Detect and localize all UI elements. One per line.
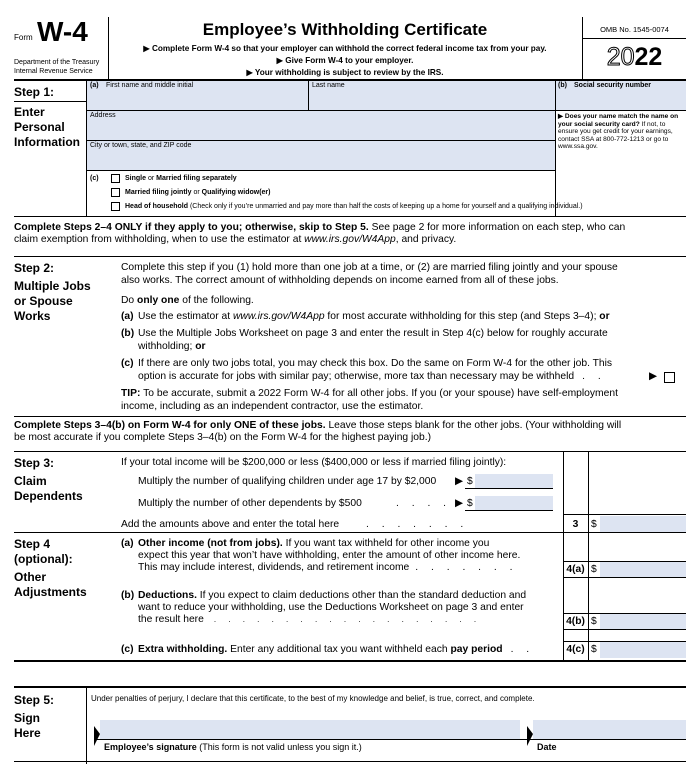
head-of-household-checkbox[interactable] xyxy=(111,202,120,211)
deductions-field[interactable] xyxy=(600,614,686,629)
step4-b-tag: (b) xyxy=(121,590,135,601)
step2-sub-1: Multiple Jobs xyxy=(14,279,91,293)
address-field[interactable] xyxy=(87,111,555,140)
extra-withholding-field[interactable] xyxy=(600,642,686,658)
step3-children-label: Multiply the number of qualifying children under age 17 by $2,000 xyxy=(138,476,437,487)
step1-b-tag: (b) xyxy=(558,82,567,89)
ssn-note: ▶ Does your name match the name on your social security card? If not, to ensure you get credit for your earnings, contact SSA at 800-772-1213 or go to www.ssa.gov. xyxy=(558,113,679,151)
step2-c-tag: (c) xyxy=(121,358,134,369)
step2-c-text-1: If there are only two jobs total, you may check this box. Do the same on Form W-4 for the other job. This xyxy=(138,358,613,369)
step4-title: Step 4 xyxy=(14,537,51,551)
step1-a-tag: (a) xyxy=(90,82,99,89)
step4-b-text: Deductions. If you expect to claim deductions other than the standard deduction and want to reduce your withholding, use the Deductions Worksheet on page 3 and enter the result here . . . . . . . . . . . . . . . . . . . xyxy=(138,590,527,625)
date-field[interactable] xyxy=(533,720,686,739)
form-number: W-4 xyxy=(37,16,88,47)
step2-a-text: Use the estimator at www.irs.gov/W4App for most accurate withholding for this step (and Steps 3–4); or xyxy=(138,311,610,322)
line-4b-number: 4(b) xyxy=(566,616,585,627)
step2-c-text-2: option is accurate for jobs with similar pay; otherwise, more tax than necessary may be withheld . . xyxy=(138,371,606,382)
signature-field[interactable] xyxy=(100,720,520,739)
form-label: Form xyxy=(14,33,33,42)
header-line-2: ▶ Give Form W-4 to your employer. xyxy=(276,56,414,65)
step3-other-arrow: ▶ xyxy=(455,498,463,509)
other-income-field[interactable] xyxy=(600,562,686,577)
ssn-label: Social security number xyxy=(574,82,652,89)
city-label: City or town, state, and ZIP code xyxy=(90,142,192,149)
step2-intro-1: Complete this step if you (1) hold more than one job at a time, or (2) are married filing jointly and your spouse xyxy=(121,262,618,273)
step2-do-one: Do only one of the following. xyxy=(121,295,254,306)
step1-sub-2: Personal xyxy=(14,120,65,134)
complete-steps-note: Complete Steps 2–4 ONLY if they apply to you; otherwise, skip to Step 5. See page 2 for more information on each step, who can claim exemption from withholding, when to use the estimator at www.irs.gov/W4App, and privacy. xyxy=(14,222,626,245)
step5-sub-2: Here xyxy=(14,726,41,740)
address-label: Address xyxy=(90,112,116,119)
step3-other-dots: . . . . xyxy=(396,498,452,509)
step1-title: Step 1: xyxy=(14,85,55,99)
step4-c-text: Extra withholding. Enter any additional tax you want withheld each pay period . . xyxy=(138,644,535,655)
date-label: Date xyxy=(537,742,557,752)
step3-total-label: Add the amounts above and enter the total here xyxy=(121,519,340,530)
step2-tip-2: income, including as an independent contractor, use the estimator. xyxy=(121,401,424,412)
step4-sub-2: Adjustments xyxy=(14,585,87,599)
step4-sub-0: (optional): xyxy=(14,552,73,566)
line-4a-dollar: $ xyxy=(591,564,597,575)
single-checkbox[interactable] xyxy=(111,174,120,183)
step1-sub-1: Enter xyxy=(14,105,45,119)
first-name-label: First name and middle initial xyxy=(106,82,194,89)
header-line-1: ▶ Complete Form W-4 so that your employer can withhold the correct federal income tax from your pay. xyxy=(143,44,547,53)
step3-children-arrow: ▶ xyxy=(455,476,463,487)
step5-title: Step 5: xyxy=(14,693,55,707)
married-jointly-label: Married filing jointly or Qualifying widow(er) xyxy=(125,189,271,196)
line-4c-dollar: $ xyxy=(591,644,597,655)
omb-number: OMB No. 1545-0074 xyxy=(600,25,669,34)
complete-one-job-note: Complete Steps 3–4(b) on Form W-4 for only ONE of these jobs. Leave those steps blank for the other jobs. (Your withholding will be most accurate if you complete Steps 3–4(b) on the Form W-4 for the highest paying job.) xyxy=(14,420,622,443)
step2-title: Step 2: xyxy=(14,261,55,275)
step2-b-text-1: Use the Multiple Jobs Worksheet on page 3 and enter the result in Step 4(c) below for roughly accurate xyxy=(138,328,608,339)
last-name-field[interactable] xyxy=(309,81,555,110)
tax-year: 2022 xyxy=(606,43,663,71)
step2-b-text-2: withholding; or xyxy=(138,341,206,352)
step3-other-dollar: $ xyxy=(467,498,473,509)
signature-marker-icon xyxy=(94,726,102,746)
form-title: Employee’s Withholding Certificate xyxy=(202,20,488,39)
step2-c-arrow: ▶ xyxy=(649,371,657,382)
line-3-dollar: $ xyxy=(591,519,597,530)
step3-sub-1: Claim xyxy=(14,474,47,488)
step1-c-tag: (c) xyxy=(90,175,99,182)
step3-intro: If your total income will be $200,000 or less ($400,000 or less if married filing jointly): xyxy=(121,457,507,468)
line-4c-number: 4(c) xyxy=(566,644,585,655)
step1-sub-3: Information xyxy=(14,135,80,149)
header-line-3: ▶ Your withholding is subject to review by the IRS. xyxy=(246,68,444,77)
married-jointly-checkbox[interactable] xyxy=(111,188,120,197)
step3-children-dollar: $ xyxy=(467,476,473,487)
date-marker-icon xyxy=(527,726,535,746)
step4-a-text: Other income (not from jobs). If you want tax withheld for other income you expect this year that won’t have withholding, enter the amount of other income here. This may include interest, dividends, and retirement income . . . . . . . xyxy=(138,538,521,573)
head-of-household-label: Head of household (Check only if you’re unmarried and pay more than half the costs of keeping up a home for yourself and a qualifying individual.) xyxy=(125,203,583,210)
line-4a-number: 4(a) xyxy=(566,564,585,575)
single-label: Single or Married filing separately xyxy=(125,175,237,182)
line-4b-dollar: $ xyxy=(591,616,597,627)
other-dependents-amount[interactable] xyxy=(475,496,553,510)
step4-c-tag: (c) xyxy=(121,644,134,655)
step2-a-tag: (a) xyxy=(121,311,134,322)
step3-total-dots: . . . . . . . xyxy=(366,519,469,530)
step2-tip-1: TIP: To be accurate, submit a 2022 Form W-4 for all other jobs. If you (or your spouse) have self-employment xyxy=(121,388,618,399)
signature-label: Employee’s signature (This form is not valid unless you sign it.) xyxy=(104,742,362,752)
irs-label: Internal Revenue Service xyxy=(14,68,93,75)
two-jobs-checkbox[interactable] xyxy=(664,372,675,383)
step2-sub-2: or Spouse xyxy=(14,294,73,308)
perjury-statement: Under penalties of perjury, I declare that this certificate, to the best of my knowledge and belief, is true, correct, and complete. xyxy=(91,694,535,703)
last-name-label: Last name xyxy=(312,82,345,89)
step2-intro-2: also works. The correct amount of withholding depends on income earned from all of these jobs. xyxy=(121,275,559,286)
step5-sub-1: Sign xyxy=(14,711,40,725)
qualifying-children-amount[interactable] xyxy=(475,474,553,488)
step3-other-label: Multiply the number of other dependents by $500 xyxy=(138,498,362,509)
step2-b-tag: (b) xyxy=(121,328,135,339)
line-3-number: 3 xyxy=(572,519,579,530)
step4-a-tag: (a) xyxy=(121,538,134,549)
step3-sub-2: Dependents xyxy=(14,489,83,503)
dependents-total-field[interactable] xyxy=(600,516,686,532)
step2-sub-3: Works xyxy=(14,309,51,323)
step4-sub-1: Other xyxy=(14,570,47,584)
dept-label: Department of the Treasury xyxy=(14,59,100,66)
step3-title: Step 3: xyxy=(14,456,55,470)
